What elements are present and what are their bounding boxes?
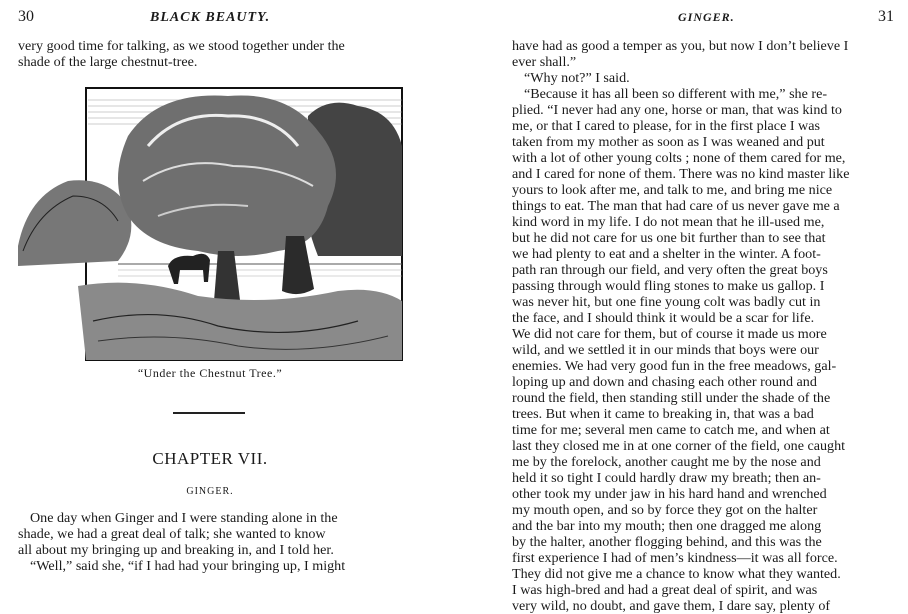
section-divider xyxy=(173,412,245,414)
left-bottom-text xyxy=(18,510,406,574)
text-line: One day when Ginger and I were standing alone in the xyxy=(30,510,338,526)
left-page xyxy=(0,0,448,585)
chestnut-tree-illustration xyxy=(18,86,406,362)
text-line: “Why not?” I said. xyxy=(524,70,630,86)
text-line: with a lot of other young colts ; none of them cared for me, xyxy=(512,150,846,166)
right-running-head: GINGER. xyxy=(678,10,735,24)
text-line: and I cared for none of them. There was no kind master like xyxy=(512,166,850,182)
text-line: trees. But when it came to breaking in, that was a bad xyxy=(512,406,814,422)
left-page-number: 30 xyxy=(18,8,34,25)
text-line: but he did not care for us one bit further than to see that xyxy=(512,230,826,246)
text-line: “Because it has all been so different with me,” she re- xyxy=(524,86,828,102)
text-line: very good time for talking, as we stood together under the xyxy=(18,38,345,54)
left-running-head: BLACK BEAUTY. xyxy=(150,10,271,25)
left-top-text xyxy=(18,38,402,70)
text-line: me, or that I cared to please, for in the first place I was xyxy=(512,118,820,134)
text-line: shade, we had a great deal of talk; she wanted to know xyxy=(18,526,326,542)
text-line: ever shall.” xyxy=(512,54,577,70)
text-line: wild, and we settled it in our minds that boys were our xyxy=(512,342,819,358)
text-line: round the field, then standing still under the shade of the xyxy=(512,390,831,406)
text-line: They did not give me a chance to know what they wanted. xyxy=(512,566,841,582)
text-line: loping up and down and chasing each other round and xyxy=(512,374,817,390)
text-line: passing through would fling stones to make us gallop. I xyxy=(512,278,825,294)
text-line: all about my bringing up and breaking in, and I told her. xyxy=(18,542,334,558)
text-line: and the bar into my mouth; then one dragged me along xyxy=(512,518,822,534)
text-line: taken from my mother as soon as I was weaned and put xyxy=(512,134,825,150)
text-line: plied. “I never had any one, horse or man, that was kind to xyxy=(512,102,842,118)
text-line: last they closed me in at one corner of the field, one caught xyxy=(512,438,846,454)
text-line: yours to look after me, and talk to me, and bring me nice xyxy=(512,182,833,198)
text-line: We did not care for them, but of course it made us more xyxy=(512,326,827,342)
right-page xyxy=(500,0,908,614)
text-line: things to eat. The man that had care of us never gave me a xyxy=(512,198,840,214)
text-line: we had plenty to eat and a shelter in the winter. A foot- xyxy=(512,246,821,262)
text-line: me by the forelock, another caught me by the nose and xyxy=(512,454,821,470)
text-line: other took my under jaw in his hard hand and wrenched xyxy=(512,486,827,502)
illustration-caption: “Under the Chestnut Tree.” xyxy=(137,366,283,380)
text-line: time for me; several men came to catch me, and when at xyxy=(512,422,830,438)
text-line: kind word in my life. I do not mean that he ill-used me, xyxy=(512,214,825,230)
text-line: enemies. We had very good fun in the free meadows, gal- xyxy=(512,358,837,374)
text-line: held it so tight I could hardly draw my breath; then an- xyxy=(512,470,821,486)
text-line: my mouth open, and so by force they got on the halter xyxy=(512,502,818,518)
text-line: have had as good a temper as you, but now I don’t believe I xyxy=(512,38,849,54)
text-line: “Well,” said she, “if I had had your bringing up, I might xyxy=(30,558,346,574)
text-line: by the halter, another flogging behind, and this was the xyxy=(512,534,822,550)
right-page-number: 31 xyxy=(878,8,894,25)
text-line: was never hit, but one fine young colt was badly cut in xyxy=(512,294,821,310)
right-body-text xyxy=(512,38,900,614)
text-line: I was high-bred and had a great deal of spirit, and was xyxy=(512,582,818,598)
text-line: shade of the large chestnut-tree. xyxy=(18,54,198,70)
chapter-title: CHAPTER VII. xyxy=(152,449,268,468)
text-line: path ran through our field, and very often the great boys xyxy=(512,262,828,278)
text-line: first experience I had of men’s kindness—it was all force. xyxy=(512,550,838,566)
text-line: the face, and I should think it would be a scar for life. xyxy=(512,310,815,326)
text-line: very wild, no doubt, and gave them, I dare say, plenty of xyxy=(512,598,831,614)
chapter-subtitle: GINGER. xyxy=(186,486,234,497)
